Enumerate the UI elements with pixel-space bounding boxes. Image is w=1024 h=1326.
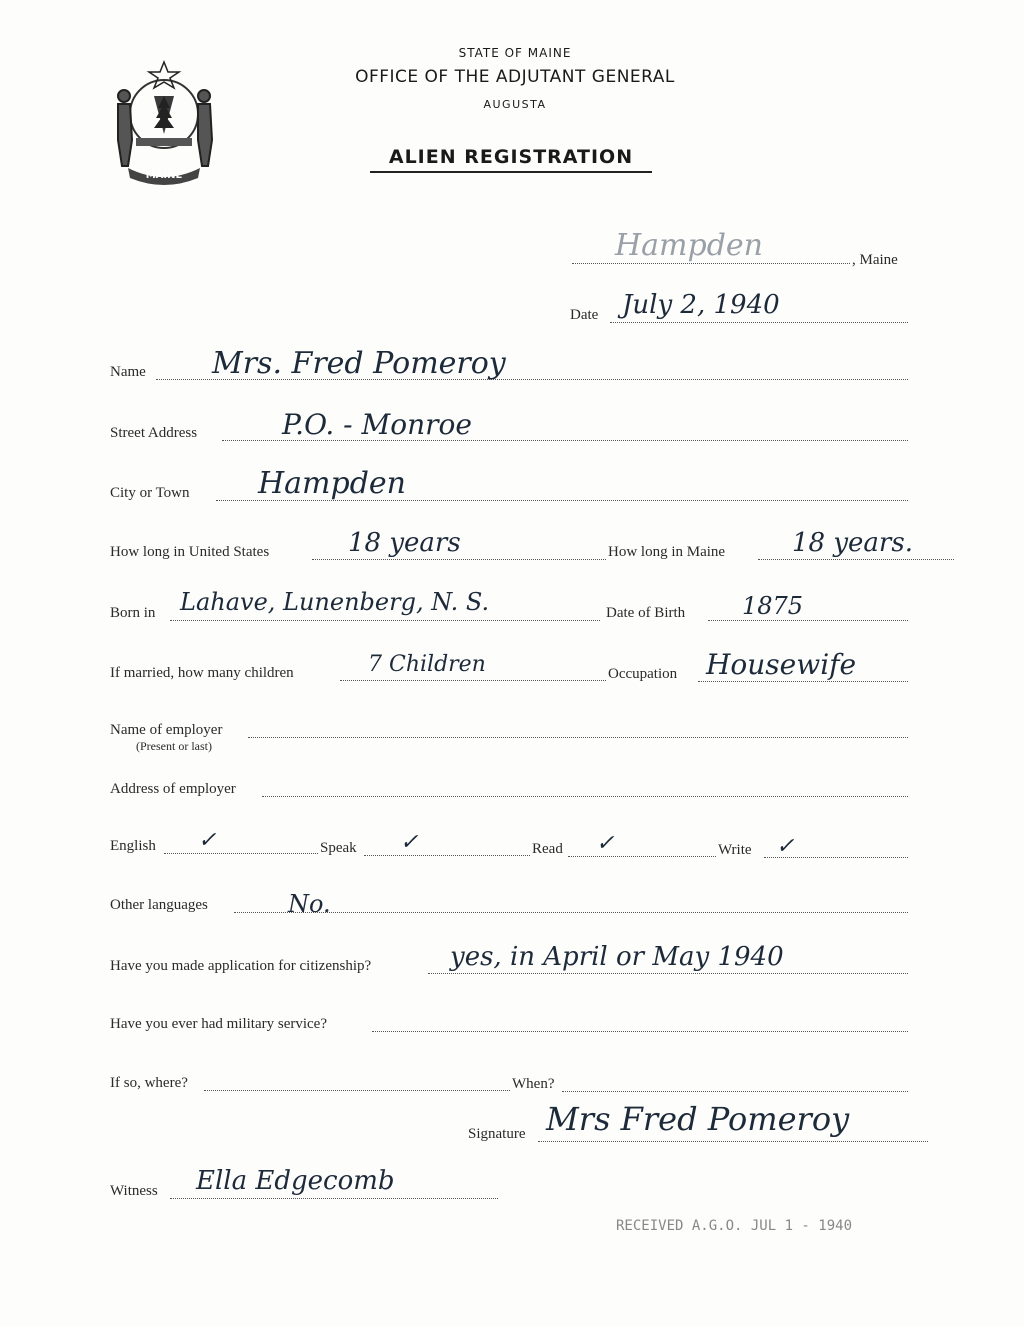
born-in-label: Born in <box>110 605 156 621</box>
when-label: When? <box>512 1076 555 1092</box>
read-label: Read <box>532 841 563 857</box>
city-heading: AUGUSTA <box>483 98 547 111</box>
how-long-maine-label: How long in Maine <box>608 544 726 560</box>
date-value: July 2, 1940 <box>622 290 780 320</box>
employer-name-sublabel: (Present or last) <box>136 739 212 753</box>
military-line <box>372 1031 908 1032</box>
employer-address-line <box>262 796 908 797</box>
name-value: Mrs. Fred Pomeroy <box>212 346 506 381</box>
speak-label: Speak <box>320 840 357 856</box>
occupation-line <box>698 681 908 682</box>
english-line <box>164 853 318 854</box>
when-line <box>562 1091 908 1092</box>
date-line <box>610 322 908 323</box>
born-in-line <box>170 620 600 621</box>
write-label: Write <box>718 842 752 858</box>
town-value: Hampden <box>615 228 763 263</box>
signature-line <box>538 1141 928 1142</box>
how-long-us-value: 18 years <box>348 528 461 558</box>
name-label: Name <box>110 364 146 380</box>
town-line <box>572 263 850 264</box>
occupation-value: Housewife <box>706 648 857 681</box>
citizenship-label: Have you made application for citizenship? <box>110 958 372 974</box>
citizenship-line <box>428 973 908 974</box>
date-of-birth-value: 1875 <box>742 592 804 620</box>
occupation-label: Occupation <box>608 666 678 682</box>
employer-name-line <box>248 737 908 738</box>
maine-suffix: , Maine <box>852 252 898 268</box>
other-languages-label: Other languages <box>110 897 208 913</box>
witness-value: Ella Edgecomb <box>196 1166 395 1196</box>
children-line <box>340 680 606 681</box>
read-check: ✓ <box>596 831 615 856</box>
english-check: ✓ <box>198 828 217 853</box>
children-label: If married, how many children <box>110 665 294 681</box>
english-label: English <box>110 838 156 854</box>
street-address-value: P.O. - Monroe <box>282 408 472 441</box>
maine-state-seal-icon <box>108 56 220 186</box>
speak-check: ✓ <box>400 830 419 855</box>
employer-name-label: Name of employer <box>110 722 223 738</box>
where-label: If so, where? <box>110 1075 188 1091</box>
where-line <box>204 1090 510 1091</box>
signature-value: Mrs Fred Pomeroy <box>546 1100 850 1138</box>
witness-label: Witness <box>110 1183 158 1199</box>
write-check: ✓ <box>776 834 795 859</box>
seal-banner-text: MAINE <box>145 170 183 181</box>
other-languages-line <box>234 912 908 913</box>
received-stamp: RECEIVED A.G.O. JUL 1 - 1940 <box>616 1218 853 1234</box>
street-address-label: Street Address <box>110 425 198 441</box>
date-of-birth-label: Date of Birth <box>606 605 686 621</box>
children-value: 7 Children <box>368 652 486 677</box>
military-label: Have you ever had military service? <box>110 1016 327 1032</box>
form-title: ALIEN REGISTRATION <box>370 146 652 173</box>
other-languages-value: No. <box>288 890 331 918</box>
how-long-maine-line <box>758 559 954 560</box>
employer-address-label: Address of employer <box>110 781 236 797</box>
read-line <box>568 856 716 857</box>
office-heading: OFFICE OF THE ADJUTANT GENERAL <box>355 67 675 87</box>
date-label: Date <box>570 307 599 323</box>
how-long-us-line <box>312 559 606 560</box>
born-in-value: Lahave, Lunenberg, N. S. <box>180 588 490 616</box>
citizenship-value: yes, in April or May 1940 <box>450 942 784 972</box>
date-of-birth-line <box>708 620 908 621</box>
city-label: City or Town <box>110 485 190 501</box>
how-long-us-label: How long in United States <box>110 544 270 560</box>
speak-line <box>364 855 530 856</box>
how-long-maine-value: 18 years. <box>792 528 913 558</box>
signature-label: Signature <box>468 1126 526 1142</box>
city-value: Hampden <box>258 466 406 501</box>
witness-line <box>170 1198 498 1199</box>
state-heading: STATE OF MAINE <box>458 46 572 60</box>
